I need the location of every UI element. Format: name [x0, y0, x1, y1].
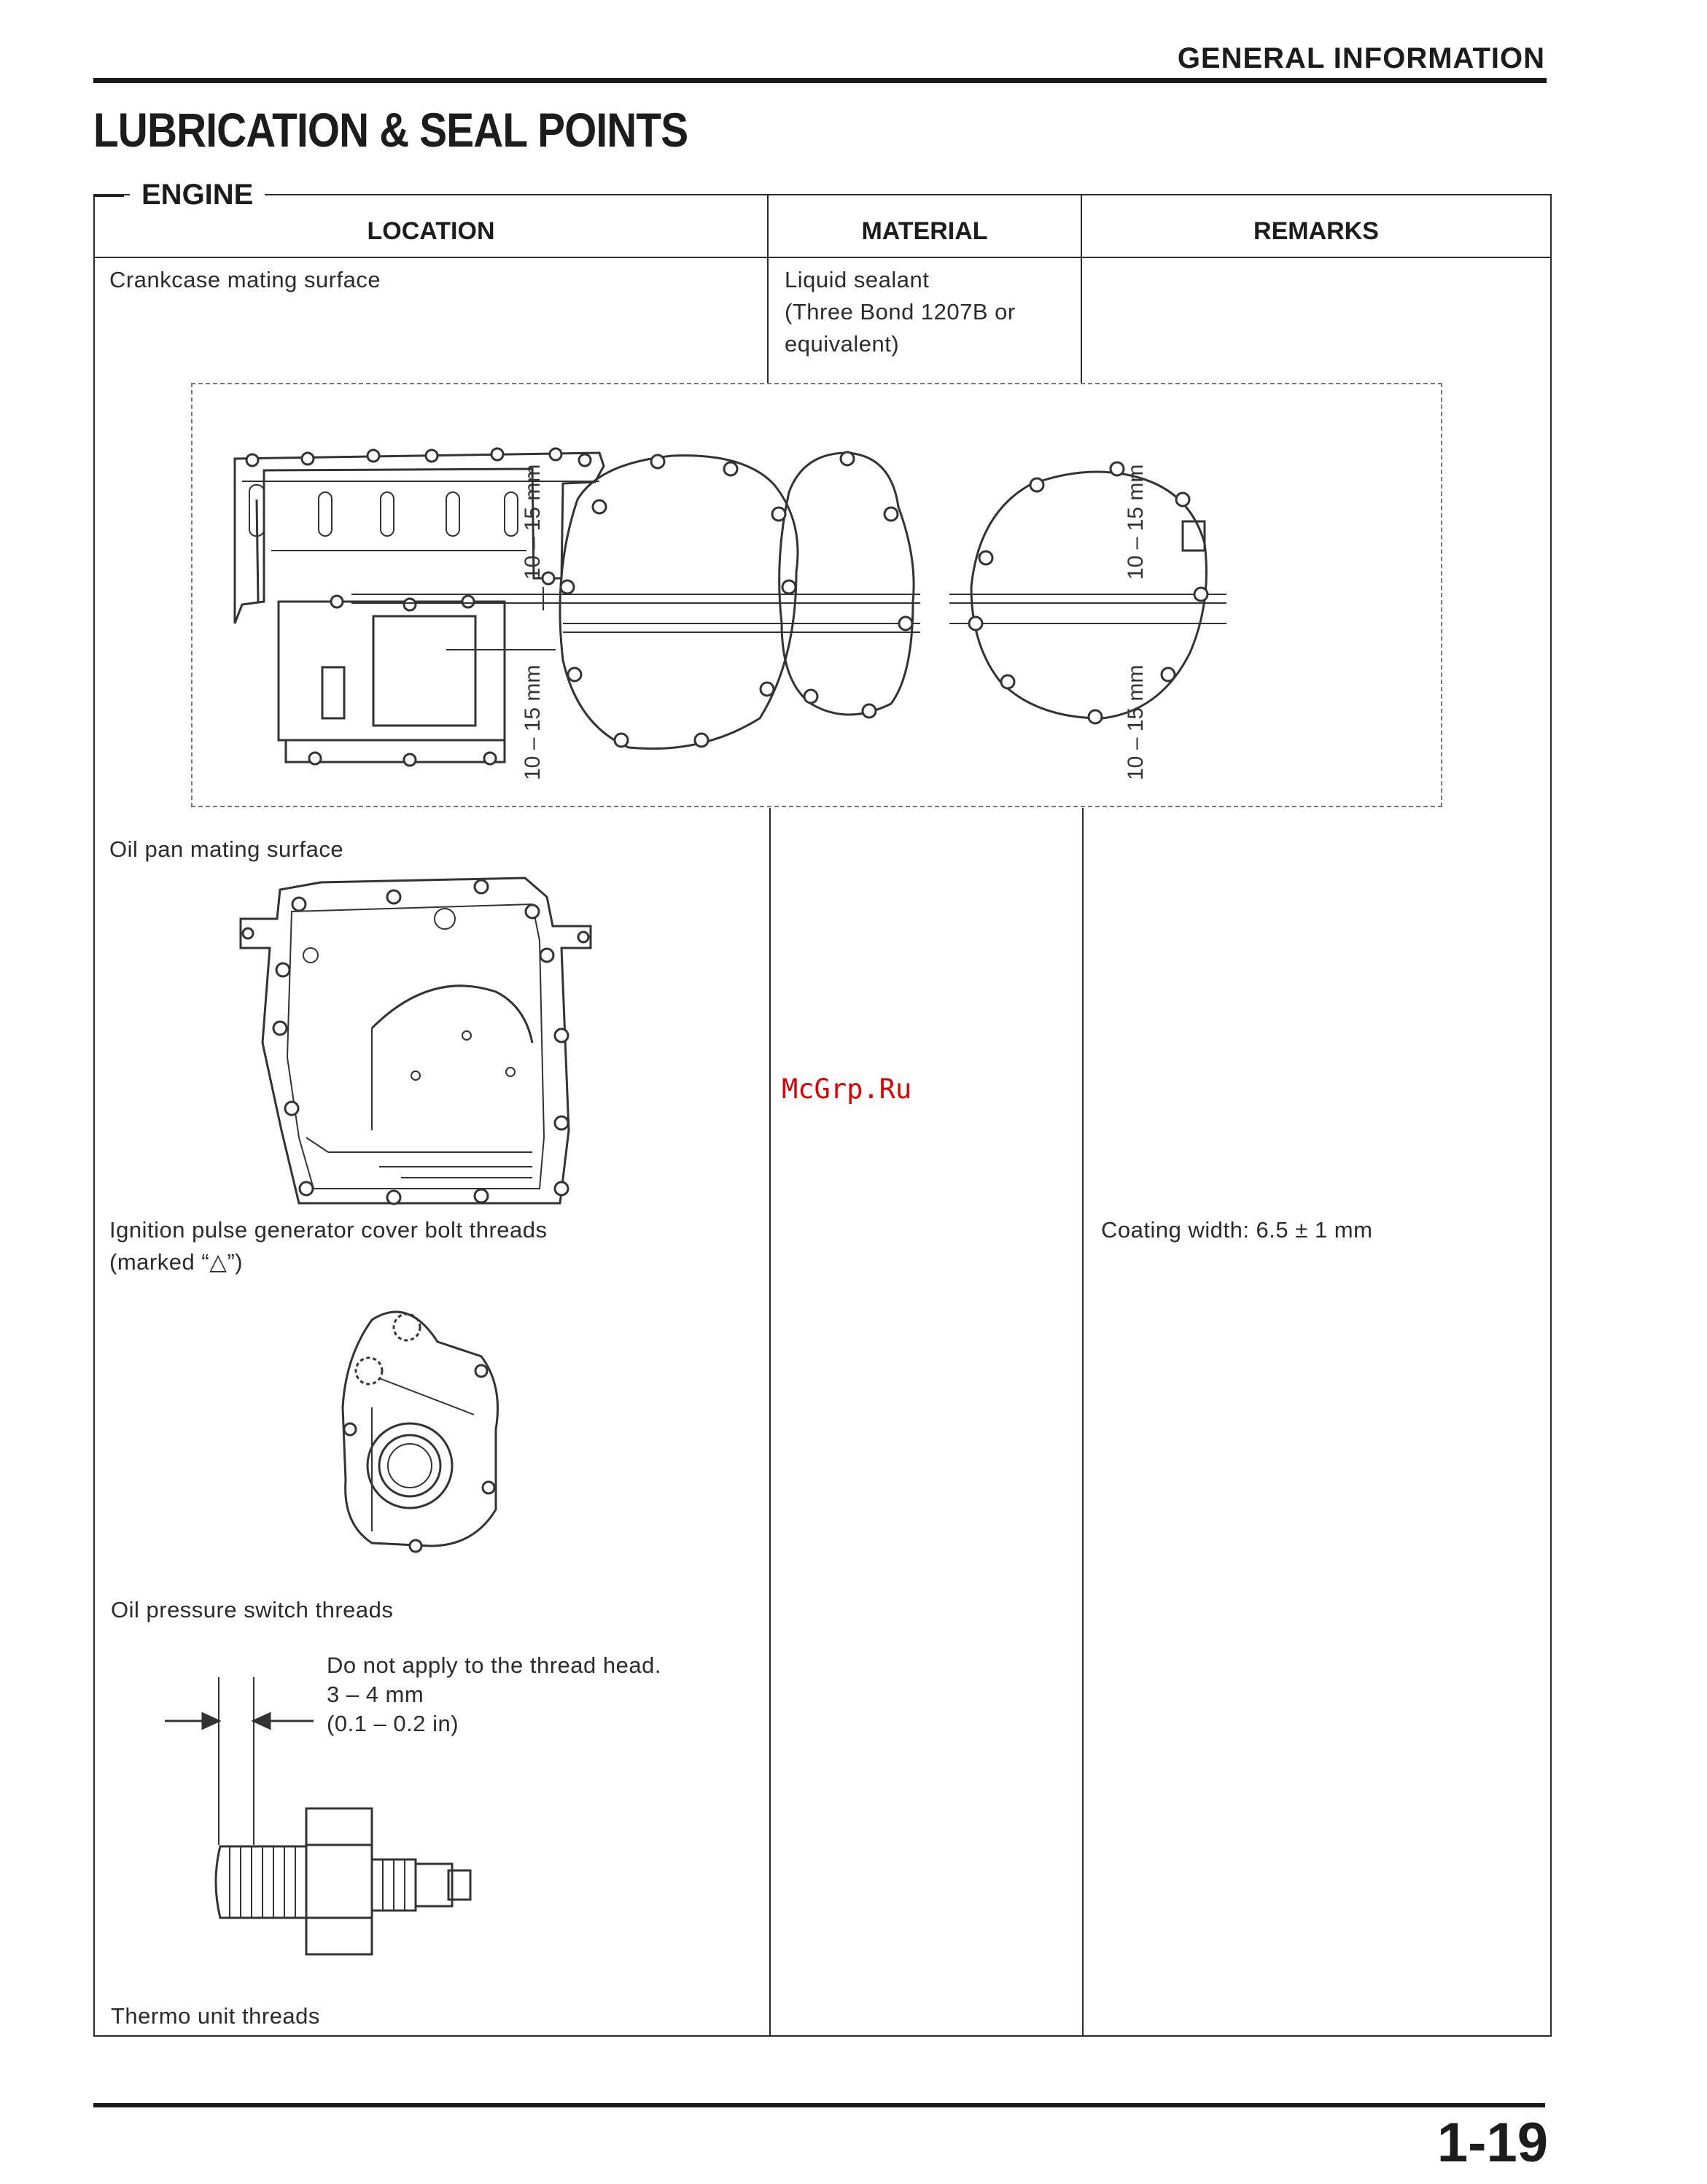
section-label: GENERAL INFORMATION [1177, 42, 1545, 74]
location-line: (marked “△”) [109, 1249, 244, 1275]
oil-pressure-switch-icon [160, 1677, 496, 1983]
material-line: (Three Bond 1207B or [785, 299, 1016, 325]
oil-pressure-location: Oil pressure switch threads [111, 1597, 394, 1623]
dimension-label: 10 – 15 mm [1124, 664, 1148, 780]
header-row-rule [93, 257, 1552, 258]
callout-line: (0.1 – 0.2 in) [327, 1711, 459, 1736]
callout-line: 3 – 4 mm [327, 1682, 424, 1707]
ignition-pulse-cover-icon [328, 1298, 518, 1561]
callout-line: Do not apply to the thread head. [327, 1652, 661, 1678]
crankcase-sealing-diagram [191, 383, 1442, 807]
column-divider-1-bottom [769, 808, 771, 2036]
page-number: 1-19 [1436, 2112, 1548, 2174]
bottom-rule [93, 2103, 1545, 2107]
crankcase-side-view-icon [235, 448, 604, 766]
page-title: LUBRICATION & SEAL POINTS [93, 103, 688, 157]
crankcase-location: Crankcase mating surface [109, 267, 381, 292]
oil-pan-icon [219, 868, 613, 1218]
thermo-unit-location: Thermo unit threads [111, 2003, 320, 2029]
engine-label-tick [93, 195, 124, 197]
ignition-pulse-location [109, 1214, 548, 1278]
column-divider-2-bottom [1082, 808, 1084, 2036]
location-line: Ignition pulse generator cover bolt threads [109, 1217, 548, 1243]
dimension-label: 10 – 15 mm [1124, 464, 1148, 580]
left-crankcase-cover-icon [560, 452, 920, 749]
column-header-location: LOCATION [367, 217, 495, 245]
engine-group-label: ENGINE [130, 179, 265, 211]
dimension-marker-left [351, 587, 614, 650]
ignition-pulse-remarks: Coating width: 6.5 ± 1 mm [1101, 1217, 1373, 1243]
material-line: equivalent) [785, 331, 900, 357]
column-header-remarks: REMARKS [1253, 217, 1379, 245]
crankcase-material [785, 264, 1016, 360]
dimension-label: 10 – 15 mm [521, 464, 545, 580]
column-header-material: MATERIAL [861, 217, 988, 245]
material-line: Liquid sealant [785, 267, 930, 292]
oil-pan-location: Oil pan mating surface [109, 836, 344, 862]
watermark: McGrp.Ru [782, 1073, 912, 1105]
top-rule [93, 78, 1547, 83]
right-crankcase-cover-icon [949, 462, 1226, 723]
dimension-label: 10 – 15 mm [521, 664, 545, 780]
